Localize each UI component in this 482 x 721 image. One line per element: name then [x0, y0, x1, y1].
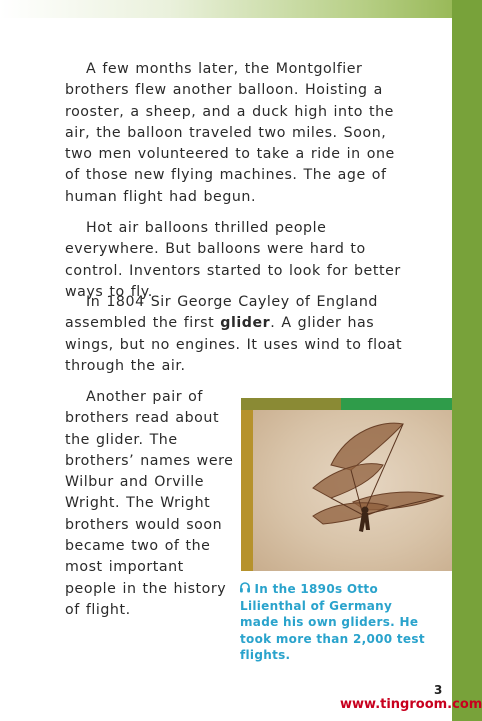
paragraph-text — [65, 292, 415, 377]
top-decorative-bar — [0, 0, 482, 18]
paragraph-text-end: . A glider has wings, but no engines. It uses wind to float through the air. — [65, 315, 403, 374]
paragraph-hot-air-balloons — [65, 218, 415, 303]
paragraph-text: Hot air balloons thrilled people everywhere. But balloons were hard to control. Inventors started to look for better ways to fly. — [65, 220, 401, 300]
photo-caption — [240, 581, 430, 664]
page-number: 3 — [434, 683, 443, 697]
side-decorative-bar — [452, 0, 482, 721]
glider-photo-frame — [241, 398, 452, 571]
paragraph-text-start: In 1804 Sir George Cayley of England assembled the first — [65, 294, 378, 332]
caption-text: In the 1890s Otto Lilienthal of Germany made his own gliders. He took more than 2,000 test flights. — [240, 582, 425, 663]
paragraph-wright-brothers — [65, 387, 235, 621]
glider-illustration — [253, 410, 452, 571]
paragraph-montgolfier — [65, 59, 415, 208]
paragraph-cayley-glider — [65, 292, 415, 377]
paragraph-text: A few months later, the Montgolfier brothers flew another balloon. Hoisting a rooster, a sheep, and a duck high into the air, the balloon traveled two miles. Soon, two men volunteered to take a ride in one of those new flying machines. The age of human flight had begun. — [65, 61, 395, 205]
audio-headphones-icon — [240, 581, 250, 598]
frame-top-left-bar — [241, 398, 341, 410]
paragraph-text: Another pair of brothers read about the glider. The brothers’ names were Wilbur and Orville Wright. The Wright brothers would soon became two of the most important people in the history of flight. — [65, 389, 234, 618]
glossary-term-glider: glider — [220, 315, 271, 332]
frame-left-bar — [241, 398, 253, 571]
frame-top-right-bar — [341, 398, 452, 410]
watermark-url: www.tingroom.com — [340, 697, 482, 712]
lilienthal-glider-photo — [253, 410, 452, 571]
